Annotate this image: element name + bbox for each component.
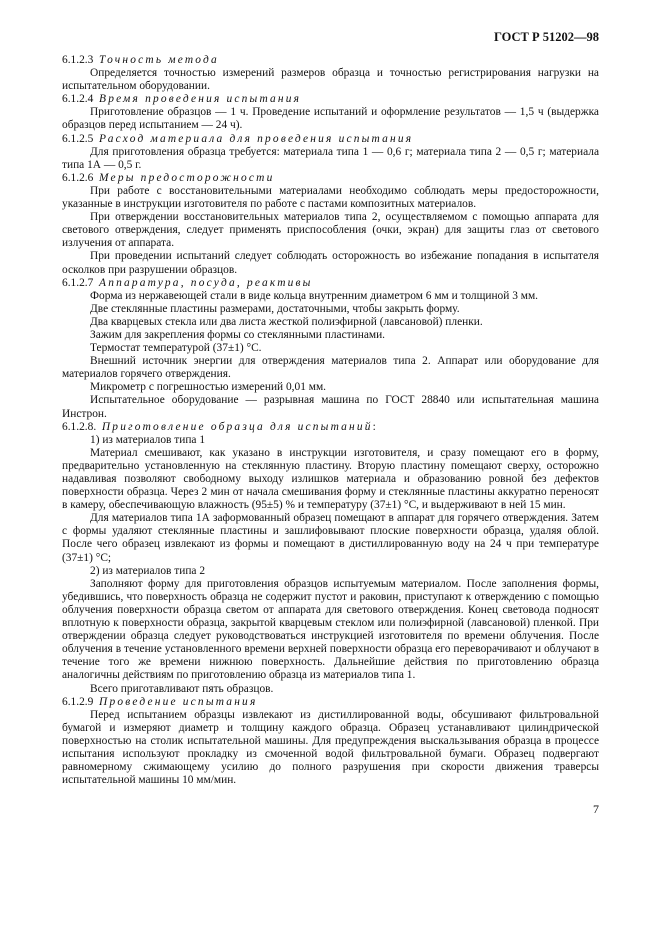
heading-colon: : [372, 420, 376, 433]
section-title: Время проведения испытания [99, 93, 302, 106]
section-title: Меры предосторожности [99, 171, 275, 184]
paragraph: Материал смешивают, как указано в инструкции изготовителя, и сразу помещают его в форму, предварительно установленную на стеклянную пластину. Вторую пластину помещают сверху, осторожно надавливая позволяют свободному выходу излишков материала и образованию ровной без дефектов поверхности образца. Через 2 мин от начала смешивания форму и стеклянные пластины аккуратно переносят в камеру, обеспечивающую влажность (95±5) % и температуру (37±1) °С, и выдерживают в ней 15 мин. [62, 446, 599, 512]
section-heading-6-1-2-8 [62, 421, 599, 434]
paragraph: При отверждении восстановительных материалов типа 2, осуществляемом с помощью аппарата для светового отверждения, следует применять приспособления (очки, экран) для защиты глаз от светового излучения от аппарата. [62, 211, 599, 250]
section-number: 6.1.2.6 [62, 171, 94, 184]
section-number: 6.1.2.9 [62, 695, 94, 708]
document-header: ГОСТ Р 51202—98 [493, 30, 599, 44]
list-item: 1) из материалов типа 1 [90, 433, 206, 446]
section-title: Расход материала для проведения испытания [99, 132, 414, 145]
document-body [62, 54, 599, 787]
section-heading-6-1-2-4 [62, 93, 599, 106]
section-number: 6.1.2.3 [62, 54, 94, 66]
section-heading-6-1-2-7 [62, 277, 599, 290]
paragraph: При работе с восстановительными материалами необходимо соблюдать меры предосторожности, указанные в инструкции изготовителя по работе с пастами композитных материалов. [62, 184, 599, 211]
section-number: 6.1.2.7 [62, 276, 94, 289]
section-title: Приготовление образца для испытаний [101, 420, 373, 433]
paragraph: При проведении испытаний следует соблюдать осторожность во избежание попадания в испытателя осколков при разрушении образцов. [62, 250, 599, 276]
paragraph: Для приготовления образца требуется: материала типа 1 — 0,6 г; материала типа 2 — 0,5 г; материала типа 1А — 0,5 г. [62, 145, 599, 171]
paragraph: Две стеклянные пластины размерами, достаточными, чтобы закрыть форму. [90, 302, 460, 315]
paragraph: Всего приготавливают пять образцов. [90, 682, 274, 695]
section-heading-6-1-2-3 [62, 54, 599, 67]
section-heading-6-1-2-9 [62, 696, 599, 709]
section-number: 6.1.2.8. [62, 420, 97, 433]
paragraph: Для материалов типа 1А заформованный образец помещают в аппарат для горячего отверждения. Затем с формы удаляют стеклянные пластины и зашлифовывают плоские поверхности образца, удаляя облой. После чего образец извлекают из формы и помещают в дистиллированную воду на 24 ч при температуре (37±1) °С; [62, 512, 599, 564]
paragraph: Микрометр с погрешностью измерений 0,01 мм. [90, 381, 327, 394]
paragraph: Термостат температурой (37±1) °С. [90, 342, 262, 355]
section-title: Точность метода [99, 54, 219, 66]
section-heading-6-1-2-5 [62, 133, 599, 146]
paragraph: Зажим для закрепления формы со стеклянными пластинами. [90, 328, 386, 341]
paragraph: Перед испытанием образцы извлекают из дистиллированной воды, обсушивают фильтровальной бумагой и измеряют диаметр и толщину каждого образца. Образец устанавливают цилиндрической поверхностью на столик испытательной машины. Для предупреждения выскальзывания образца в процессе испытания используют прокладку из смоченной водой фильтровальной бумаги. Образец подвергают равномерному сжимающему усилию до полного разрушения при скорости движения траверсы испытательной машины 10 мм/мин. [62, 708, 599, 787]
paragraph: Приготовление образцов — 1 ч. Проведение испытаний и оформление результатов — 1,5 ч (выдержка образцов перед испытанием — 24 ч). [62, 106, 599, 132]
section-title: Проведение испытания [99, 695, 258, 708]
paragraph: Два кварцевых стекла или два листа жесткой полиэфирной (лавсановой) пленки. [90, 315, 483, 328]
section-number: 6.1.2.4 [62, 93, 94, 106]
paragraph: Испытательное оборудование — разрывная машина по ГОСТ 28840 или испытательная машина Инстрон. [62, 394, 599, 420]
paragraph: Внешний источник энергии для отверждения материалов типа 2. Аппарат или оборудование для материалов горячего отверждения. [62, 355, 599, 381]
paragraph: Форма из нержавеющей стали в виде кольца внутренним диаметром 6 мм и толщиной 3 мм. [90, 289, 538, 302]
list-item: 2) из материалов типа 2 [90, 564, 206, 577]
paragraph: Заполняют форму для приготовления образцов испытуемым материалом. После заполнения формы, убедившись, что поверхность образца не содержит пустот и раковин, приступают к отверждению с помощью облучения поверхности образца светом от аппарата для светового отверждения. Конец световода подносят вплотную к поверхности образца, закрытой кварцевым стеклом или полиэфирной (лавсановой) пленкой. При отверждении образца следует руководствоваться инструкцией изготовителя по времени облучения. После облучения в течение установленного времени верхней поверхности образца его переворачивают и облучают в течение того же времени нижнюю поверхность. Дальнейшие действия по приготовлению образца аналогичны действиям по приготовлению образца из материалов типа 1. [62, 577, 599, 682]
section-heading-6-1-2-6 [62, 172, 599, 185]
section-number: 6.1.2.5 [62, 132, 94, 145]
section-title: Аппаратура, посуда, реактивы [99, 276, 313, 289]
paragraph: Определяется точностью измерений размеров образца и точностью регистрирования нагрузки на испытательном оборудовании. [62, 67, 599, 93]
page-number: 7 [593, 802, 599, 816]
